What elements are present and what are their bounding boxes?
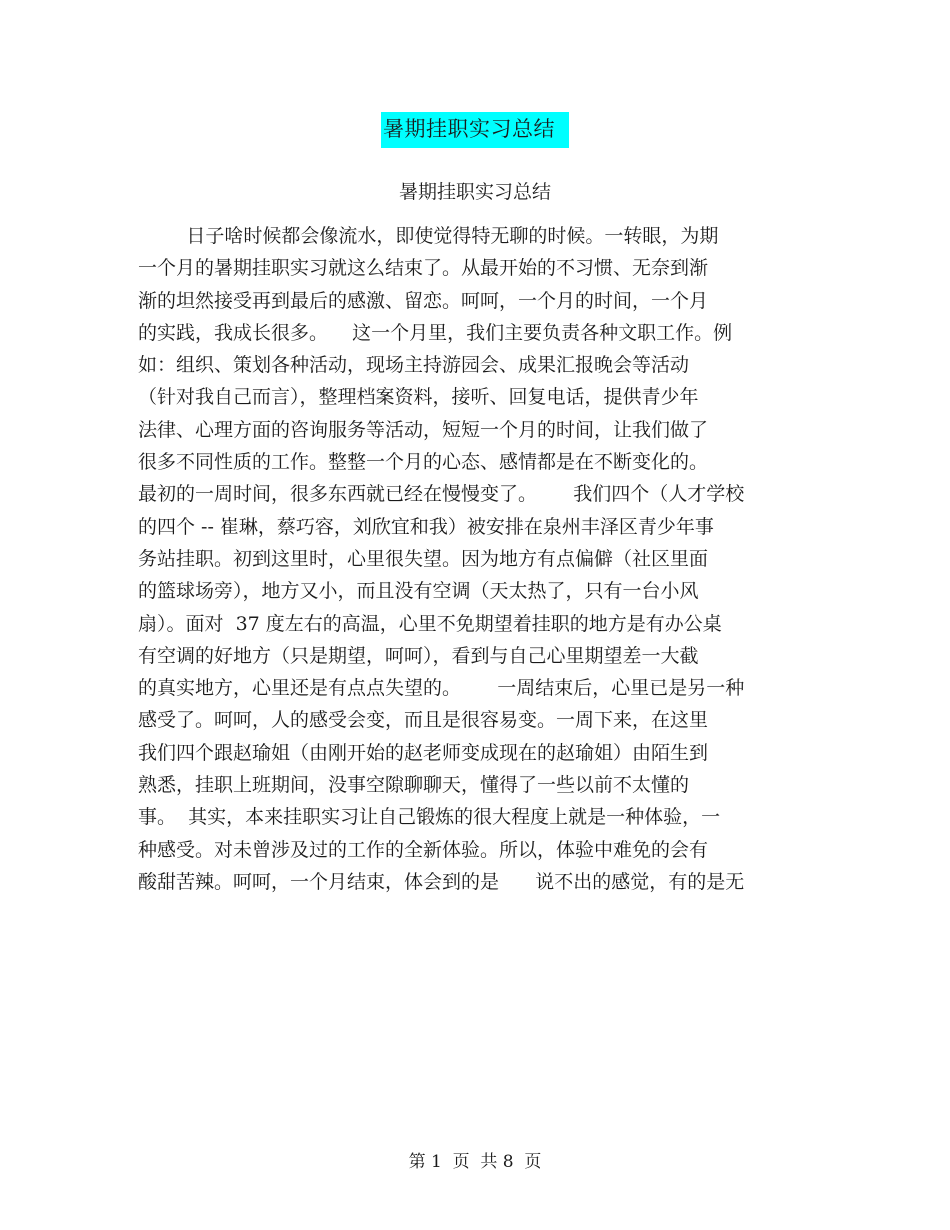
body-line: 一个月的暑期挂职实习就这么结束了。从最开始的不习惯、无奈到渐 — [138, 257, 709, 280]
body-line: 的实践，我成长很多。 这一个月里，我们主要负责各种文职工作。例 — [138, 321, 733, 344]
document-body — [138, 220, 818, 898]
body-line: 种感受。对未曾涉及过的工作的全新体验。所以，体验中难免的会有 — [138, 838, 709, 861]
body-line: 很多不同性质的工作。整整一个月的心态、感情都是在不断变化的。 — [138, 451, 709, 474]
body-line: 的四个 -- 崔琳，蔡巧容，刘欣宜和我）被安排在泉州丰泽区青少年事 — [138, 515, 714, 538]
body-line: 酸甜苦辣。呵呵，一个月结束，体会到的是 说不出的感觉，有的是无 — [138, 870, 745, 893]
body-line: 扇）。面对 37 度左右的高温，心里不免期望着挂职的地方是有办公桌 — [138, 612, 722, 635]
body-line: 务站挂职。初到这里时，心里很失望。因为地方有点偏僻（社区里面 — [138, 547, 709, 570]
body-line: 有空调的好地方（只是期望，呵呵），看到与自己心里期望差一大截 — [138, 644, 699, 667]
body-line: 的真实地方，心里还是有点点失望的。 一周结束后，心里已是另一种 — [138, 677, 745, 700]
body-line: （针对我自己而言），整理档案资料，接听、回复电话，提供青少年 — [138, 386, 699, 409]
body-line: 感受了。呵呵，人的感受会变，而且是很容易变。一周下来，在这里 — [138, 709, 709, 732]
body-line: 最初的一周时间，很多东西就已经在慢慢变了。 我们四个（人才学校 — [138, 483, 745, 506]
body-line: 如：组织、策划各种活动，现场主持游园会、成果汇报晚会等活动 — [138, 354, 690, 377]
document-subtitle: 暑期挂职实习总结 — [398, 181, 551, 203]
body-line: 的篮球场旁），地方又小，而且没有空调（天太热了，只有一台小风 — [138, 580, 699, 603]
document-title-container — [0, 112, 950, 148]
body-line: 日子啥时候都会像流水，即使觉得特无聊的时候。一转眼，为期 — [138, 225, 719, 247]
body-line: 渐的坦然接受再到最后的感激、留恋。呵呵，一个月的时间，一个月 — [138, 289, 709, 312]
body-line: 事。 其实，本来挂职实习让自己锻炼的很大程度上就是一种体验，一 — [138, 806, 721, 829]
body-line: 法律、心理方面的咨询服务等活动，短短一个月的时间，让我们做了 — [138, 418, 709, 441]
page-number-footer: 第 1 页 共 8 页 — [408, 1152, 542, 1172]
body-line: 我们四个跟赵瑜姐（由刚开始的赵老师变成现在的赵瑜姐）由陌生到 — [138, 741, 709, 764]
body-line: 熟悉，挂职上班期间，没事空隙聊聊天，懂得了一些以前不太懂的 — [138, 774, 690, 797]
document-title: 暑期挂职实习总结 — [381, 112, 569, 148]
